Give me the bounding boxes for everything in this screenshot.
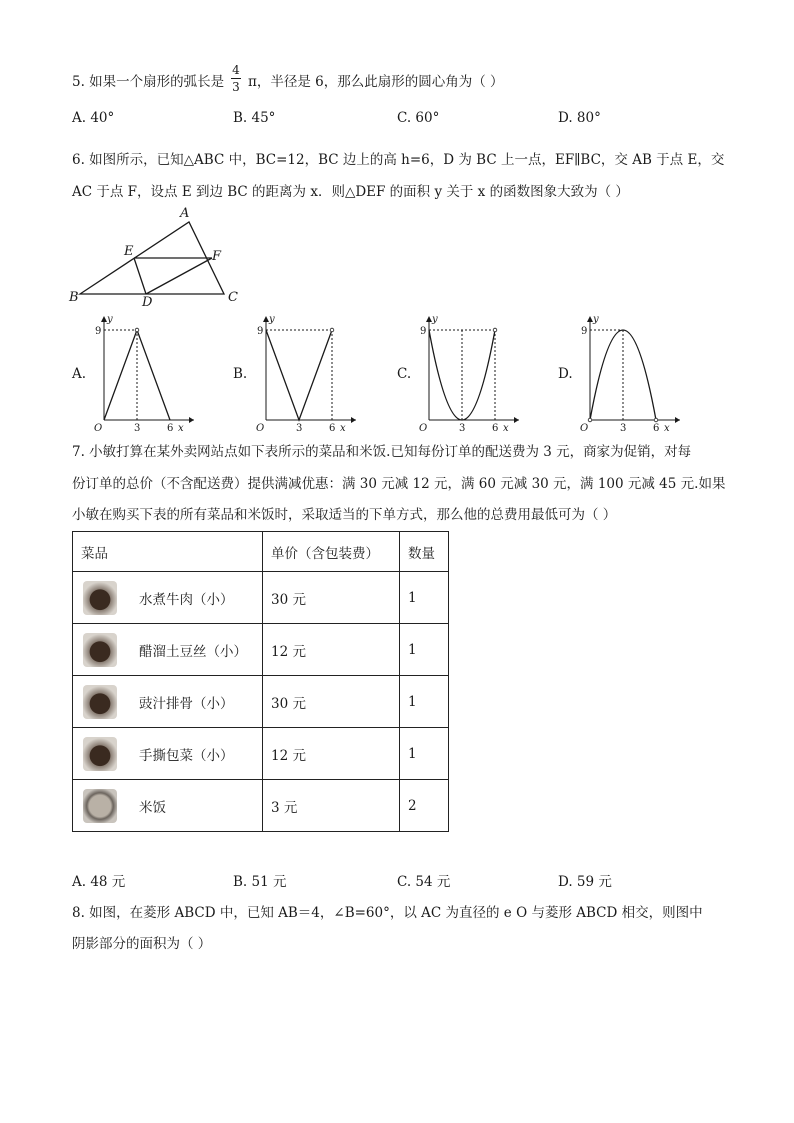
header-dish: 菜品 bbox=[73, 532, 263, 572]
x-arrow-icon bbox=[351, 417, 356, 423]
label-d: D bbox=[142, 295, 153, 310]
label-origin: O bbox=[580, 423, 589, 434]
label-3: 3 bbox=[296, 423, 303, 434]
q7-option-b: B. 51 元 bbox=[233, 874, 287, 890]
q5-option-a: A. 40° bbox=[72, 110, 115, 126]
q6-stem-line2: AC 于点 F，设点 E 到边 BC 的距离为 x．则△DEF 的面积 y 关于 x 的函数图象大致为（ ） bbox=[72, 184, 629, 200]
segment-ed bbox=[134, 258, 146, 294]
label-x: x bbox=[664, 423, 670, 434]
q5-fraction-bar bbox=[231, 78, 241, 79]
label-9: 9 bbox=[420, 326, 427, 337]
label-a: A bbox=[180, 206, 190, 221]
header-price: 单价（含包装费） bbox=[263, 532, 400, 572]
q5-option-d: D. 80° bbox=[558, 110, 601, 126]
point-peak bbox=[135, 328, 139, 332]
qty-cell: 1 bbox=[400, 624, 449, 676]
q8-stem-line1: 8. 如图，在菱形 ABCD 中，已知 AB＝4，∠B=60°，以 AC 为直径的 e O 与菱形 ABCD 相交，则图中 bbox=[72, 905, 703, 921]
label-6: 6 bbox=[329, 423, 336, 434]
q6-graph-a bbox=[90, 312, 200, 434]
qty-cell: 2 bbox=[400, 780, 449, 832]
label-origin: O bbox=[94, 423, 103, 434]
table-row bbox=[73, 780, 449, 832]
point-end bbox=[330, 328, 334, 332]
table-row bbox=[73, 624, 449, 676]
label-y: y bbox=[432, 314, 438, 325]
table-row bbox=[73, 572, 449, 624]
function-curve bbox=[266, 330, 332, 420]
label-origin: O bbox=[256, 423, 265, 434]
dish-name: 醋溜土豆丝（小） bbox=[139, 643, 247, 660]
q7-stem-line2: 份订单的总价（不含配送费）提供满减优惠：满 30 元减 12 元，满 60 元减 30 元，满 100 元减 45 元.如果 bbox=[72, 476, 726, 492]
q6-option-b-letter: B. bbox=[233, 366, 248, 382]
table-row bbox=[73, 728, 449, 780]
price-cell: 30 元 bbox=[263, 676, 400, 728]
q6-graph-d bbox=[576, 312, 686, 434]
table-row bbox=[73, 676, 449, 728]
label-x: x bbox=[503, 423, 509, 434]
table-header-row bbox=[73, 532, 449, 572]
menu-table bbox=[72, 531, 449, 832]
dish-cell bbox=[73, 624, 263, 676]
label-9: 9 bbox=[257, 326, 264, 337]
q5-fraction bbox=[231, 63, 241, 94]
q7-stem-line1: 7. 小敏打算在某外卖网站点如下表所示的菜品和米饭.已知每份订单的配送费为 3 元，商家为促销，对每 bbox=[72, 444, 692, 460]
dish-cell bbox=[73, 780, 263, 832]
label-e: E bbox=[124, 244, 134, 259]
price-cell: 30 元 bbox=[263, 572, 400, 624]
q5-stem-pre: 5. 如果一个扇形的弧长是 bbox=[72, 74, 225, 90]
segment-fd bbox=[146, 258, 212, 294]
q6-option-d-letter: D. bbox=[558, 366, 573, 382]
dish-name: 水煮牛肉（小） bbox=[139, 591, 234, 608]
q5-option-b: B. 45° bbox=[233, 110, 276, 126]
x-arrow-icon bbox=[675, 417, 680, 423]
dish-photo bbox=[83, 685, 117, 719]
point-end bbox=[654, 418, 658, 422]
q5-stem-post: π，半径是 6，那么此扇形的圆心角为（ ） bbox=[248, 74, 504, 90]
dish-cell bbox=[73, 728, 263, 780]
q5-stem bbox=[72, 72, 224, 92]
price-cell: 3 元 bbox=[263, 780, 400, 832]
q5-option-c: C. 60° bbox=[397, 110, 440, 126]
x-arrow-icon bbox=[189, 417, 194, 423]
q6-graph-b bbox=[252, 312, 362, 434]
q6-graph-c bbox=[415, 312, 525, 434]
label-y: y bbox=[269, 314, 275, 325]
qty-cell: 1 bbox=[400, 728, 449, 780]
q8-stem-line2: 阴影部分的面积为（ ） bbox=[72, 936, 212, 952]
q7-option-d: D. 59 元 bbox=[558, 874, 612, 890]
label-x: x bbox=[178, 423, 184, 434]
label-3: 3 bbox=[620, 423, 627, 434]
qty-cell: 1 bbox=[400, 676, 449, 728]
label-origin: O bbox=[419, 423, 428, 434]
q6-option-c-letter: C. bbox=[397, 366, 412, 382]
q5-fraction-numerator: 4 bbox=[232, 63, 240, 77]
rice-photo bbox=[83, 789, 117, 823]
label-x: x bbox=[340, 423, 346, 434]
dish-cell bbox=[73, 572, 263, 624]
dish-name: 豉汁排骨（小） bbox=[139, 695, 234, 712]
q7-stem-line3: 小敏在购买下表的所有菜品和米饭时，采取适当的下单方式，那么他的总费用最低可为（ ） bbox=[72, 507, 617, 523]
dish-name: 米饭 bbox=[139, 799, 166, 816]
dish-photo bbox=[83, 737, 117, 771]
qty-cell: 1 bbox=[400, 572, 449, 624]
label-3: 3 bbox=[134, 423, 141, 434]
dish-photo bbox=[83, 633, 117, 667]
label-6: 6 bbox=[167, 423, 174, 434]
point-end bbox=[493, 328, 497, 332]
x-arrow-icon bbox=[514, 417, 519, 423]
label-3: 3 bbox=[459, 423, 466, 434]
header-qty: 数量 bbox=[400, 532, 449, 572]
label-f: F bbox=[212, 249, 222, 264]
q5-fraction-denominator: 3 bbox=[232, 80, 240, 94]
price-cell: 12 元 bbox=[263, 624, 400, 676]
dish-name: 手撕包菜（小） bbox=[139, 747, 234, 764]
label-y: y bbox=[107, 314, 113, 325]
label-y: y bbox=[593, 314, 599, 325]
label-b: B bbox=[69, 290, 79, 305]
point-origin bbox=[588, 418, 592, 422]
label-c: C bbox=[228, 290, 238, 305]
label-9: 9 bbox=[95, 326, 102, 337]
q6-option-a-letter: A. bbox=[72, 366, 87, 382]
label-9: 9 bbox=[581, 326, 588, 337]
q6-triangle-figure bbox=[66, 205, 256, 310]
q6-stem-line1: 6. 如图所示，已知△ABC 中，BC=12，BC 边上的高 h=6，D 为 BC 上一点，EF∥BC，交 AB 于点 E，交 bbox=[72, 152, 725, 168]
q7-option-a: A. 48 元 bbox=[72, 874, 126, 890]
label-6: 6 bbox=[492, 423, 499, 434]
label-6: 6 bbox=[653, 423, 660, 434]
price-cell: 12 元 bbox=[263, 728, 400, 780]
dish-cell bbox=[73, 676, 263, 728]
q7-option-c: C. 54 元 bbox=[397, 874, 451, 890]
dish-photo bbox=[83, 581, 117, 615]
